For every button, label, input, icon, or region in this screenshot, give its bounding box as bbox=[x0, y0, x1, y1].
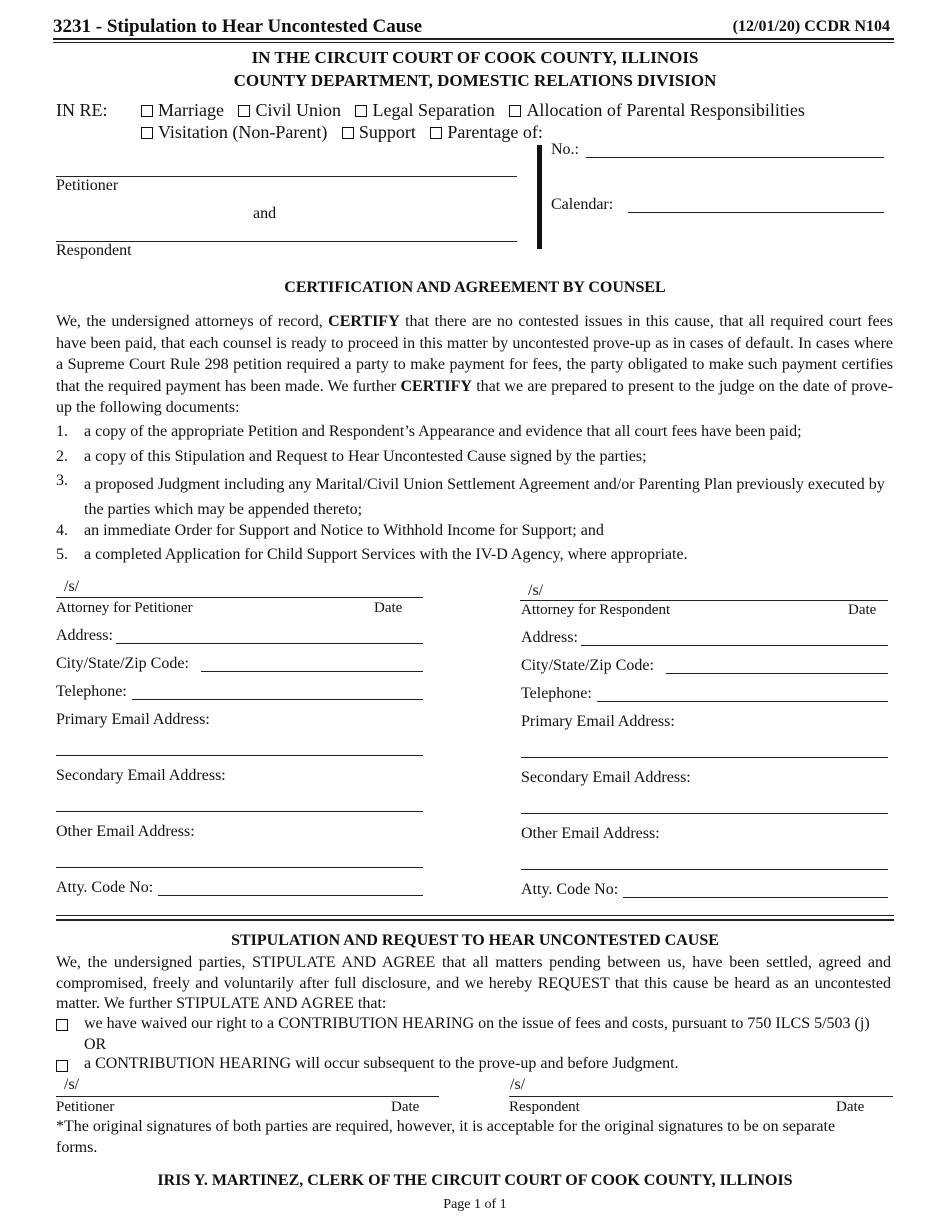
item-num-2: 2. bbox=[56, 448, 68, 465]
contribution-waived-text: we have waived our right to a CONTRIBUTION HEARING on the issue of fees and costs, pursuant to 750 ILCS 5/503 (j) OR bbox=[84, 1015, 870, 1053]
page-number: Page 1 of 1 bbox=[443, 1197, 507, 1212]
respondent-sig-date: Date bbox=[836, 1099, 865, 1115]
item-text-4: an immediate Order for Support and Notice to Withhold Income for Support; and bbox=[84, 522, 604, 539]
option-allocation-parental[interactable]: Allocation of Parental Responsibilities bbox=[509, 100, 804, 120]
petitioner-label: Petitioner bbox=[56, 177, 119, 194]
item-text-2: a copy of this Stipulation and Request to Hear Uncontested Cause signed by the parties; bbox=[84, 448, 647, 465]
item-num-3: 3. bbox=[56, 472, 68, 489]
respondent-sig: /s/ bbox=[510, 1076, 526, 1093]
atty-resp-sig: /s/ bbox=[528, 582, 544, 599]
atty-resp-title: Attorney for Respondent bbox=[521, 602, 671, 618]
atty-pet-secondary-email-label: Secondary Email Address: bbox=[56, 767, 226, 784]
item-text-5: a completed Application for Child Support Services with the IV-D Agency, where appropriate. bbox=[84, 546, 688, 563]
option-civil-union[interactable]: Civil Union bbox=[238, 100, 341, 120]
checkbox-icon[interactable] bbox=[56, 1060, 68, 1072]
atty-pet-phone-label: Telephone: bbox=[56, 683, 127, 700]
atty-resp-other-email-label: Other Email Address: bbox=[521, 825, 660, 842]
in-re-row-1 bbox=[141, 100, 805, 121]
atty-resp-other-email-field[interactable] bbox=[521, 869, 888, 870]
option-support[interactable]: Support bbox=[342, 122, 416, 142]
atty-resp-sig-line[interactable] bbox=[520, 600, 888, 601]
stipulation-heading: STIPULATION AND REQUEST TO HEAR UNCONTESTED CAUSE bbox=[231, 932, 719, 949]
form-title: 3231 - Stipulation to Hear Uncontested Cause bbox=[53, 16, 423, 37]
checkbox-icon[interactable] bbox=[56, 1019, 68, 1031]
calendar-label: Calendar: bbox=[551, 196, 614, 213]
item-num-4: 4. bbox=[56, 522, 68, 539]
item-num-1: 1. bbox=[56, 423, 68, 440]
atty-pet-secondary-email-field[interactable] bbox=[56, 811, 423, 812]
atty-pet-city-field[interactable] bbox=[201, 671, 423, 672]
stipulation-paragraph: We, the undersigned parties, STIPULATE AND AGREE that all matters pending between us, have been settled, agreed and compromised, freely and voluntarily after full disclosure, and we hereby REQUEST that this cause be heard as an uncontested matter. We further STIPULATE AND AGREE that: bbox=[56, 954, 891, 1012]
atty-resp-primary-email-field[interactable] bbox=[521, 757, 888, 758]
checkbox-icon[interactable] bbox=[342, 127, 354, 139]
atty-pet-address-label: Address: bbox=[56, 627, 113, 644]
checkbox-icon[interactable] bbox=[141, 105, 153, 117]
and-label: and bbox=[253, 205, 277, 222]
certification-paragraph: We, the undersigned attorneys of record, CERTIFY that there are no contested issues in this cause, that all required court fees have been paid, that each counsel is ready to proceed in this matter by uncontested prove-up as in cases of default. In cases where a Supreme Court Rule 298 petition required a party to make payment for fees, the party obligated to make such payment certifies that the required payment has been made. We further CERTIFY that we are prepared to present to the judge on the date of prove-up the following documents: bbox=[56, 313, 894, 416]
atty-pet-primary-email-field[interactable] bbox=[56, 755, 423, 756]
section-rule-thick bbox=[56, 919, 894, 921]
respondent-sig-label: Respondent bbox=[509, 1099, 580, 1115]
atty-pet-date: Date bbox=[374, 600, 403, 616]
signature-note: *The original signatures of both parties are required, however, it is acceptable for the original signatures to be on separate forms. bbox=[56, 1118, 836, 1156]
atty-pet-code-label: Atty. Code No: bbox=[56, 879, 154, 896]
section-rule-thin bbox=[56, 915, 894, 916]
atty-pet-sig: /s/ bbox=[64, 578, 80, 595]
respondent-sig-line[interactable] bbox=[509, 1096, 893, 1097]
form-code: (12/01/20) CCDR N104 bbox=[732, 18, 890, 35]
contribution-hearing-checkbox[interactable] bbox=[56, 1058, 73, 1076]
checkbox-icon[interactable] bbox=[509, 105, 521, 117]
atty-resp-code-label: Atty. Code No: bbox=[521, 881, 619, 898]
atty-pet-address-field[interactable] bbox=[116, 643, 423, 644]
checkbox-icon[interactable] bbox=[430, 127, 442, 139]
court-line-1: IN THE CIRCUIT COURT OF COOK COUNTY, ILLINOIS bbox=[251, 48, 699, 67]
petitioner-sig-date: Date bbox=[391, 1099, 420, 1115]
atty-pet-title: Attorney for Petitioner bbox=[56, 600, 193, 616]
checkbox-icon[interactable] bbox=[238, 105, 250, 117]
atty-pet-code-field[interactable] bbox=[158, 895, 423, 896]
caption-divider bbox=[537, 145, 542, 249]
atty-resp-city-label: City/State/Zip Code: bbox=[521, 657, 654, 674]
atty-pet-primary-email-label: Primary Email Address: bbox=[56, 711, 210, 728]
atty-resp-secondary-email-field[interactable] bbox=[521, 813, 888, 814]
atty-resp-primary-email-label: Primary Email Address: bbox=[521, 713, 675, 730]
option-parentage[interactable]: Parentage of: bbox=[430, 122, 542, 142]
item-text-3: a proposed Judgment including any Marital/Civil Union Settlement Agreement and/or Parenting Plan previously executed by the parties which may be appended thereto; bbox=[84, 476, 885, 518]
atty-resp-address-label: Address: bbox=[521, 629, 578, 646]
contribution-waived-checkbox[interactable] bbox=[56, 1017, 73, 1035]
atty-pet-other-email-field[interactable] bbox=[56, 867, 423, 868]
atty-pet-other-email-label: Other Email Address: bbox=[56, 823, 195, 840]
certification-heading: CERTIFICATION AND AGREEMENT BY COUNSEL bbox=[284, 279, 666, 296]
in-re-row-2 bbox=[141, 122, 543, 143]
in-re-label: IN RE: bbox=[56, 100, 108, 120]
option-marriage[interactable]: Marriage bbox=[141, 100, 224, 120]
court-line-2: COUNTY DEPARTMENT, DOMESTIC RELATIONS DIVISION bbox=[233, 71, 717, 90]
atty-resp-phone-field[interactable] bbox=[597, 701, 888, 702]
case-no-label: No.: bbox=[551, 141, 579, 158]
clerk-line: IRIS Y. MARTINEZ, CLERK OF THE CIRCUIT COURT OF COOK COUNTY, ILLINOIS bbox=[157, 1172, 793, 1189]
atty-resp-date: Date bbox=[848, 602, 877, 618]
atty-pet-city-label: City/State/Zip Code: bbox=[56, 655, 189, 672]
atty-pet-sig-line[interactable] bbox=[56, 597, 423, 598]
petitioner-sig-line[interactable] bbox=[56, 1096, 439, 1097]
atty-resp-secondary-email-label: Secondary Email Address: bbox=[521, 769, 691, 786]
checkbox-icon[interactable] bbox=[141, 127, 153, 139]
checkbox-icon[interactable] bbox=[355, 105, 367, 117]
atty-pet-phone-field[interactable] bbox=[132, 699, 423, 700]
item-num-5: 5. bbox=[56, 546, 68, 563]
option-visitation[interactable]: Visitation (Non-Parent) bbox=[141, 122, 327, 142]
case-no-field[interactable] bbox=[586, 157, 884, 158]
contribution-hearing-text: a CONTRIBUTION HEARING will occur subsequent to the prove-up and before Judgment. bbox=[84, 1055, 679, 1072]
atty-resp-address-field[interactable] bbox=[581, 645, 888, 646]
header-rule-thin bbox=[53, 42, 894, 43]
header-rule-thick bbox=[53, 38, 894, 40]
option-legal-separation[interactable]: Legal Separation bbox=[355, 100, 494, 120]
petitioner-line[interactable] bbox=[56, 176, 517, 177]
atty-resp-phone-label: Telephone: bbox=[521, 685, 592, 702]
petitioner-sig-label: Petitioner bbox=[56, 1099, 115, 1115]
atty-resp-city-field[interactable] bbox=[666, 673, 888, 674]
calendar-field[interactable] bbox=[628, 212, 884, 213]
petitioner-sig: /s/ bbox=[64, 1076, 80, 1093]
item-text-1: a copy of the appropriate Petition and Respondent’s Appearance and evidence that all court fees have been paid; bbox=[84, 423, 802, 440]
respondent-label: Respondent bbox=[56, 242, 132, 259]
atty-resp-code-field[interactable] bbox=[623, 897, 888, 898]
